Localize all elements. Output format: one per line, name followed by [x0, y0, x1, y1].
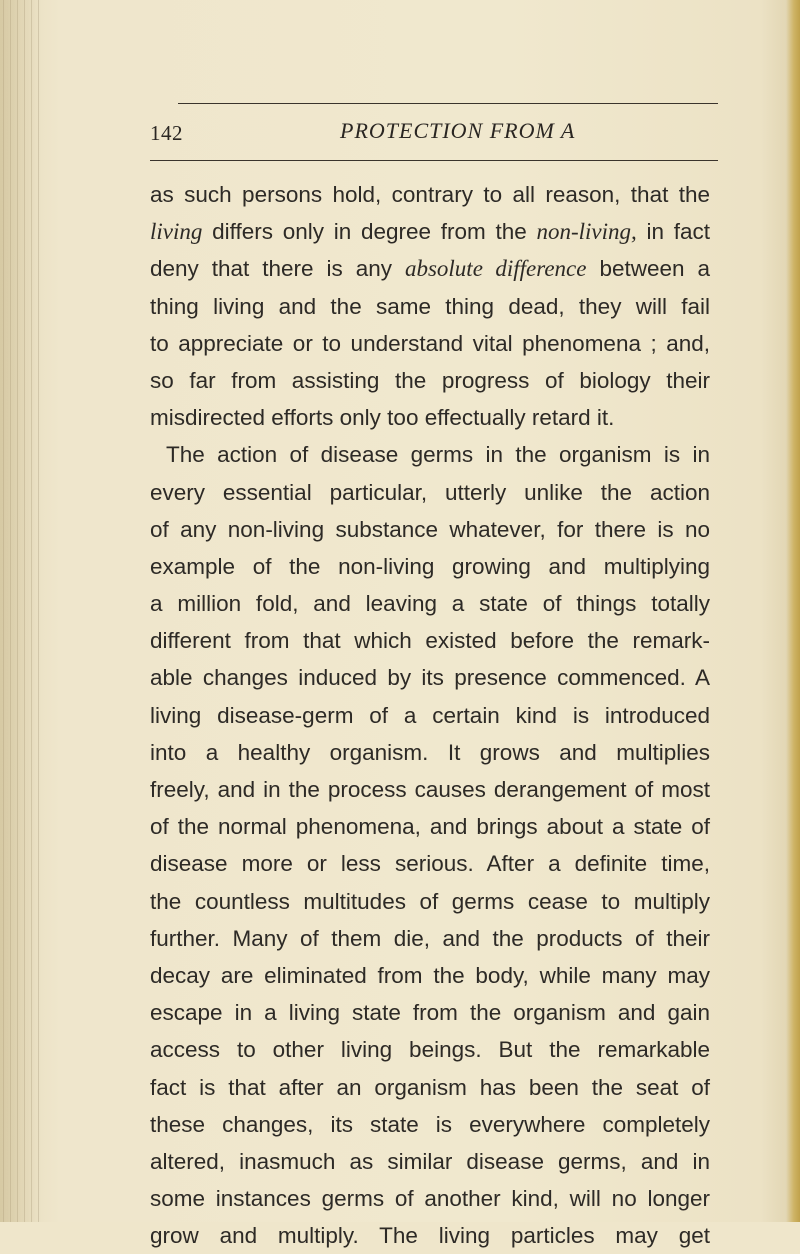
text-line — [150, 1031, 710, 1068]
text-line — [150, 399, 710, 436]
text-line — [150, 957, 710, 994]
text-line — [150, 213, 710, 250]
text-line — [150, 1069, 710, 1106]
text-line — [150, 436, 710, 473]
text-line — [150, 1143, 710, 1180]
text-run: differs only in degree from the — [202, 219, 537, 245]
text-run: freely, and in the process causes derangement of most — [150, 777, 710, 802]
text-run: of any non-living substance whatever, for there is no — [150, 516, 710, 542]
italic-text: living — [150, 219, 203, 245]
text-line — [150, 325, 710, 362]
running-head: PROTECTION FROM A — [340, 118, 576, 143]
header-rule-top — [178, 103, 718, 104]
page-binding-edge — [0, 0, 42, 1222]
text-run: between a — [586, 256, 710, 282]
text-line — [150, 474, 710, 511]
text-line — [150, 697, 710, 734]
text-run: to appreciate or to understand vital phenomena ; and, — [150, 330, 710, 356]
body-text — [150, 176, 710, 1254]
text-run: escape in a living state from the organism and gain — [150, 1000, 710, 1026]
text-run: some instances germs of another kind, will no longer — [150, 1186, 710, 1212]
page-gilt-edge — [786, 0, 800, 1222]
text-run: in fact — [636, 219, 711, 245]
text-run: of the normal phenomena, and brings about a state of — [150, 814, 710, 840]
text-run: these changes, its state is everywhere completely — [150, 1111, 710, 1137]
text-line — [150, 883, 710, 920]
text-line — [150, 548, 710, 585]
text-run: thing living and the same thing dead, they will fail — [150, 293, 710, 319]
text-line — [150, 1217, 710, 1254]
text-line — [150, 659, 710, 696]
text-run: altered, inasmuch as similar disease germs, and in — [150, 1148, 710, 1174]
text-run: different from that which existed before the remark- — [150, 628, 710, 654]
text-run: decay are eliminated from the body, while many may — [150, 962, 710, 988]
text-run: access to other living beings. But the remarkable — [150, 1037, 710, 1063]
text-run: fact is that after an organism has been the seat of — [150, 1074, 710, 1100]
text-run: a million fold, and leaving a state of things totally — [150, 591, 710, 617]
text-line — [150, 1106, 710, 1143]
text-line — [150, 362, 710, 399]
text-line — [150, 250, 710, 287]
text-line — [150, 994, 710, 1031]
text-line — [150, 585, 710, 622]
text-run: example of the non-living growing and multiplying — [150, 553, 710, 579]
page-number: 142 — [150, 121, 183, 145]
text-run: so far from assisting the progress of biology their — [150, 367, 710, 393]
text-run: living disease-germ of a certain kind is introduced — [150, 702, 710, 728]
header-rule-bottom — [150, 160, 718, 161]
text-run: able changes induced by its presence commenced. A — [150, 665, 710, 691]
text-run: the countless multitudes of germs cease to multiply — [150, 888, 710, 914]
italic-text: absolute difference — [404, 256, 587, 282]
text-run: disease more or less serious. After a definite time, — [150, 851, 710, 877]
text-run: deny that there is any — [150, 256, 405, 282]
text-run: as such persons hold, contrary to all reason, that the — [150, 182, 710, 207]
text-line — [150, 771, 710, 808]
text-line — [150, 622, 710, 659]
text-run: into a healthy organism. It grows and multiplies — [150, 739, 710, 765]
text-line — [150, 1180, 710, 1217]
text-line — [150, 176, 710, 213]
text-run: every essential particular, utterly unlike the action — [150, 479, 710, 505]
italic-text: non-living, — [536, 219, 637, 245]
text-run: grow and multiply. The living particles may get — [150, 1223, 710, 1249]
text-line — [150, 845, 710, 882]
text-run: The action of disease germs in the organism is in — [166, 442, 710, 468]
text-line — [150, 511, 710, 548]
text-line — [150, 808, 710, 845]
text-run: misdirected efforts only too effectually retard it. — [150, 405, 615, 431]
text-line — [150, 288, 710, 325]
text-line — [150, 734, 710, 771]
text-line — [150, 920, 710, 957]
text-run: further. Many of them die, and the products of their — [150, 925, 710, 951]
